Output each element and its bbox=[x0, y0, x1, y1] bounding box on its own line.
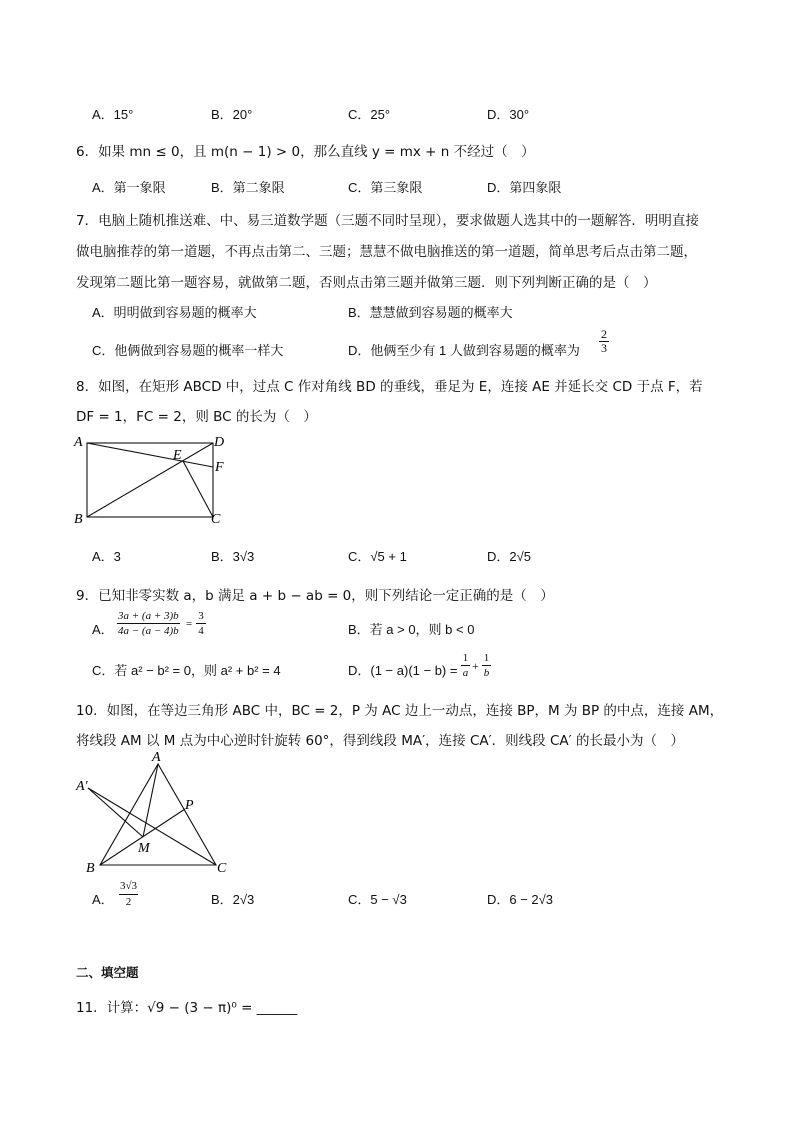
q10-option-b: B．2√3 bbox=[211, 892, 255, 907]
q7-line-2: 做电脑推荐的第一道题，不再点击第二、三题；慧慧不做电脑推送的第一道题，简单思考后点击第二题， bbox=[76, 244, 697, 260]
q6-option-d: D．第四象限 bbox=[487, 180, 562, 195]
q8-option-b: B．3√3 bbox=[211, 549, 255, 564]
q9-option-d-fraction-2 bbox=[482, 651, 491, 680]
fraction-denominator: 2 bbox=[125, 896, 132, 908]
label-c: C bbox=[211, 512, 221, 527]
q7-option-d-fraction bbox=[599, 328, 609, 355]
q8-line-1: 8．如图，在矩形 ABCD 中，过点 C 作对角线 BD 的垂线，垂足为 E，连接 AE 并延长交 CD 于点 F，若 bbox=[76, 379, 703, 395]
q8-rectangle-figure bbox=[68, 430, 238, 530]
q9-option-c: C．若 a² − b² = 0，则 a² + b² = 4 bbox=[92, 663, 281, 678]
q9-option-d-plus: + bbox=[472, 659, 479, 673]
label-d: D bbox=[214, 435, 225, 450]
segment-af bbox=[87, 443, 213, 467]
label-e: E bbox=[173, 448, 182, 463]
label-b: B bbox=[86, 861, 95, 876]
q10-line-2: 将线段 AM 以 M 点为中心逆时针旋转 60°，得到线段 MA′，连接 CA′．则线段 CA′ 的长最小为（ ） bbox=[76, 733, 684, 749]
fraction-denominator: 4a − (a − 4)b bbox=[118, 625, 179, 637]
q10-option-d: D．6 − 2√3 bbox=[487, 892, 554, 907]
fraction-numerator: 1 bbox=[483, 652, 490, 664]
q9-option-d-fraction-1 bbox=[461, 651, 470, 680]
q8-option-a: A．3 bbox=[92, 549, 121, 564]
q10-option-c: C．5 − √3 bbox=[348, 892, 407, 907]
q9-stem: 9．已知非零实数 a，b 满足 a + b − ab = 0，则下列结论一定正确的是（ ） bbox=[76, 588, 554, 604]
q5-option-a: A．15° bbox=[92, 107, 134, 122]
fraction-numerator: 3a + (a + 3)b bbox=[118, 610, 179, 622]
q8-option-d: D．2√5 bbox=[487, 549, 531, 564]
fraction-denominator: a bbox=[462, 667, 469, 679]
segment-ce bbox=[183, 461, 213, 517]
q8-line-2: DF = 1，FC = 2，则 BC 的长为（ ） bbox=[76, 409, 317, 425]
q8-option-c: C．√5 + 1 bbox=[348, 549, 407, 564]
q9-option-d-prefix: D．(1 − a)(1 − b) = bbox=[348, 663, 458, 678]
fraction-denominator: 3 bbox=[601, 341, 607, 355]
fraction-numerator: 3 bbox=[196, 609, 206, 624]
label-a: A bbox=[152, 750, 161, 765]
q10-triangle-figure bbox=[68, 750, 238, 878]
segment-ma1 bbox=[88, 788, 143, 837]
label-b: B bbox=[74, 512, 83, 527]
label-a: A bbox=[74, 435, 83, 450]
q5-option-b: B．20° bbox=[211, 107, 253, 122]
q5-option-d: D．30° bbox=[487, 107, 530, 122]
q10-line-1: 10．如图，在等边三角形 ABC 中，BC = 2，P 为 AC 边上一动点，连接 BP，M 为 BP 的中点，连接 AM， bbox=[76, 703, 724, 719]
q6-option-b: B．第二象限 bbox=[211, 180, 285, 195]
section-heading-fill-in: 二、填空题 bbox=[76, 965, 139, 980]
q6-stem: 6．如果 mn ≤ 0，且 m(n − 1) > 0，那么直线 y = mx + n 不经过（ ） bbox=[76, 144, 535, 160]
fraction-denominator: b bbox=[483, 667, 490, 679]
q10-option-a-prefix: A． bbox=[92, 892, 114, 907]
label-p: P bbox=[185, 798, 194, 813]
fraction-numerator: 2 bbox=[601, 327, 607, 341]
q7-option-a: A．明明做到容易题的概率大 bbox=[92, 305, 257, 320]
q7-option-b: B．慧慧做到容易题的概率大 bbox=[348, 305, 513, 320]
q9-option-a-right-fraction bbox=[196, 609, 206, 638]
q6-option-a: A．第一象限 bbox=[92, 180, 166, 195]
label-a-prime: A′ bbox=[76, 779, 88, 794]
q5-option-c: C．25° bbox=[348, 107, 391, 122]
q6-option-c: C．第三象限 bbox=[348, 180, 423, 195]
q9-option-a-equals: = bbox=[186, 618, 193, 630]
fraction-numerator: 1 bbox=[462, 652, 469, 664]
q9-option-a-prefix: A． bbox=[92, 622, 114, 637]
diagonal-bd bbox=[87, 443, 213, 517]
q7-line-1: 7．电脑上随机推送难、中、易三道数学题（三题不同时呈现），要求做题人选其中的一题解答．明明直接 bbox=[76, 213, 699, 229]
fraction-denominator: 4 bbox=[198, 625, 204, 637]
fraction-numerator: 3√3 bbox=[119, 879, 138, 895]
label-c: C bbox=[217, 861, 227, 876]
q7-option-d: D．他俩至少有 1 人做到容易题的概率为 bbox=[348, 343, 580, 358]
q11-stem: 11．计算：√9 − (3 − π)⁰ = ______ bbox=[76, 1000, 298, 1016]
q10-option-a-fraction bbox=[119, 879, 138, 910]
label-m: M bbox=[138, 841, 150, 856]
q9-option-a-fraction bbox=[117, 609, 180, 638]
q7-option-c: C．他俩做到容易题的概率一样大 bbox=[92, 343, 284, 358]
label-f: F bbox=[215, 460, 224, 475]
q9-option-b: B．若 a > 0，则 b < 0 bbox=[348, 622, 475, 637]
q7-line-3: 发现第二题比第一题容易，就做第二题，否则点击第三题并做第三题．则下列判断正确的是（ ） bbox=[76, 275, 657, 291]
